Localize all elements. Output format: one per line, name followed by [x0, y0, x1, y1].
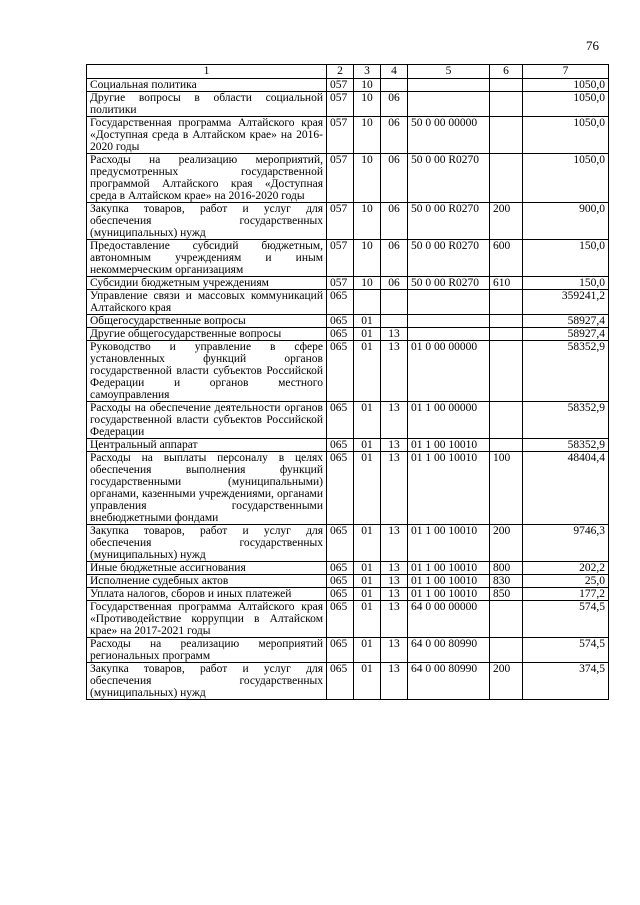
table-body — [87, 79, 609, 700]
target-item-code-cell — [408, 92, 490, 117]
table-row — [87, 92, 609, 117]
subsection-code-cell: 13 — [381, 562, 408, 575]
subsection-code-cell: 13 — [381, 525, 408, 562]
ministry-code-cell: 057 — [327, 117, 354, 154]
header-row — [87, 65, 609, 79]
expense-type-cell: 800 — [490, 562, 523, 575]
target-item-code-cell: 50 0 00 R0270 — [408, 154, 490, 203]
expense-type-cell: 100 — [490, 452, 523, 525]
amount-cell: 25,0 — [523, 575, 609, 588]
subsection-code-cell — [381, 290, 408, 315]
ministry-code-cell: 065 — [327, 575, 354, 588]
section-code-cell: 01 — [354, 562, 381, 575]
subsection-code-cell: 06 — [381, 154, 408, 203]
expense-type-cell — [490, 315, 523, 328]
item-name-cell: Расходы на обеспечение деятельности органов государственной власти субъектов Российской Федерации — [87, 402, 327, 439]
table-row — [87, 328, 609, 341]
ministry-code-cell: 057 — [327, 92, 354, 117]
target-item-code-cell: 64 0 00 80990 — [408, 638, 490, 663]
expense-type-cell — [490, 328, 523, 341]
expense-type-cell — [490, 439, 523, 452]
section-code-cell: 01 — [354, 575, 381, 588]
target-item-code-cell: 01 1 00 10010 — [408, 452, 490, 525]
table-row — [87, 588, 609, 601]
ministry-code-cell: 065 — [327, 638, 354, 663]
table-row — [87, 79, 609, 92]
table-row — [87, 290, 609, 315]
section-code-cell: 01 — [354, 439, 381, 452]
table-row — [87, 575, 609, 588]
subsection-code-cell: 06 — [381, 92, 408, 117]
item-name-cell: Общегосударственные вопросы — [87, 315, 327, 328]
ministry-code-cell: 065 — [327, 601, 354, 638]
target-item-code-cell: 50 0 00 R0270 — [408, 203, 490, 240]
section-code-cell: 01 — [354, 402, 381, 439]
amount-cell: 9746,3 — [523, 525, 609, 562]
subsection-code-cell: 13 — [381, 588, 408, 601]
item-name-cell: Управление связи и массовых коммуникаций Алтайского края — [87, 290, 327, 315]
amount-cell: 359241,2 — [523, 290, 609, 315]
ministry-code-cell: 065 — [327, 452, 354, 525]
item-name-cell: Государственная программа Алтайского края «Противодействие коррупции в Алтайском крае» на 2017-2021 годы — [87, 601, 327, 638]
expense-type-cell: 600 — [490, 240, 523, 277]
table-row — [87, 315, 609, 328]
ministry-code-cell: 057 — [327, 277, 354, 290]
section-code-cell: 10 — [354, 203, 381, 240]
ministry-code-cell: 057 — [327, 203, 354, 240]
section-code-cell: 10 — [354, 117, 381, 154]
amount-cell: 58352,9 — [523, 439, 609, 452]
column-header: 3 — [354, 65, 381, 79]
subsection-code-cell: 13 — [381, 601, 408, 638]
budget-table — [86, 64, 609, 700]
item-name-cell: Иные бюджетные ассигнования — [87, 562, 327, 575]
expense-type-cell: 200 — [490, 663, 523, 700]
subsection-code-cell: 13 — [381, 439, 408, 452]
table-row — [87, 452, 609, 525]
expense-type-cell — [490, 638, 523, 663]
target-item-code-cell: 01 1 00 10010 — [408, 588, 490, 601]
section-code-cell: 10 — [354, 240, 381, 277]
section-code-cell: 01 — [354, 663, 381, 700]
expense-type-cell: 850 — [490, 588, 523, 601]
subsection-code-cell: 06 — [381, 240, 408, 277]
amount-cell: 58927,4 — [523, 315, 609, 328]
ministry-code-cell: 065 — [327, 588, 354, 601]
section-code-cell: 10 — [354, 154, 381, 203]
amount-cell: 177,2 — [523, 588, 609, 601]
target-item-code-cell: 50 0 00 R0270 — [408, 277, 490, 290]
table-row — [87, 240, 609, 277]
amount-cell: 58352,9 — [523, 341, 609, 402]
expense-type-cell — [490, 92, 523, 117]
expense-type-cell: 200 — [490, 203, 523, 240]
target-item-code-cell: 01 0 00 00000 — [408, 341, 490, 402]
expense-type-cell — [490, 402, 523, 439]
item-name-cell: Социальная политика — [87, 79, 327, 92]
table-row — [87, 638, 609, 663]
subsection-code-cell: 13 — [381, 638, 408, 663]
column-header: 5 — [408, 65, 490, 79]
ministry-code-cell: 057 — [327, 240, 354, 277]
target-item-code-cell: 64 0 00 00000 — [408, 601, 490, 638]
section-code-cell: 10 — [354, 92, 381, 117]
item-name-cell: Центральный аппарат — [87, 439, 327, 452]
subsection-code-cell: 06 — [381, 203, 408, 240]
subsection-code-cell: 13 — [381, 341, 408, 402]
table-row — [87, 525, 609, 562]
table-row — [87, 341, 609, 402]
item-name-cell: Руководство и управление в сфере установленных функций органов государственной власти субъектов Российской Федерации и органов местного самоуправления — [87, 341, 327, 402]
table-row — [87, 154, 609, 203]
subsection-code-cell: 13 — [381, 328, 408, 341]
section-code-cell: 01 — [354, 341, 381, 402]
amount-cell: 58352,9 — [523, 402, 609, 439]
target-item-code-cell: 50 0 00 00000 — [408, 117, 490, 154]
section-code-cell: 01 — [354, 328, 381, 341]
item-name-cell: Расходы на реализацию мероприятий, предусмотренных государственной программой Алтайского края «Доступная среда в Алтайском крае» на 2016-2020 годы — [87, 154, 327, 203]
target-item-code-cell: 01 1 00 10010 — [408, 575, 490, 588]
target-item-code-cell — [408, 290, 490, 315]
item-name-cell: Другие вопросы в области социальной политики — [87, 92, 327, 117]
subsection-code-cell: 06 — [381, 277, 408, 290]
table-row — [87, 277, 609, 290]
ministry-code-cell: 065 — [327, 328, 354, 341]
table-row — [87, 562, 609, 575]
amount-cell: 1050,0 — [523, 154, 609, 203]
amount-cell: 150,0 — [523, 240, 609, 277]
item-name-cell: Закупка товаров, работ и услуг для обеспечения государственных (муниципальных) нужд — [87, 203, 327, 240]
item-name-cell: Закупка товаров, работ и услуг для обеспечения государственных (муниципальных) нужд — [87, 663, 327, 700]
ministry-code-cell: 057 — [327, 79, 354, 92]
ministry-code-cell: 065 — [327, 439, 354, 452]
target-item-code-cell: 01 1 00 00000 — [408, 402, 490, 439]
expense-type-cell — [490, 154, 523, 203]
column-header: 7 — [523, 65, 609, 79]
ministry-code-cell: 065 — [327, 562, 354, 575]
section-code-cell: 01 — [354, 638, 381, 663]
subsection-code-cell: 06 — [381, 117, 408, 154]
page-number: 76 — [586, 38, 599, 53]
ministry-code-cell: 065 — [327, 402, 354, 439]
amount-cell: 1050,0 — [523, 79, 609, 92]
amount-cell: 574,5 — [523, 601, 609, 638]
item-name-cell: Закупка товаров, работ и услуг для обеспечения государственных (муниципальных) нужд — [87, 525, 327, 562]
target-item-code-cell — [408, 328, 490, 341]
column-header: 6 — [490, 65, 523, 79]
target-item-code-cell: 01 1 00 10010 — [408, 525, 490, 562]
ministry-code-cell: 065 — [327, 525, 354, 562]
subsection-code-cell: 13 — [381, 575, 408, 588]
table-row — [87, 402, 609, 439]
table-row — [87, 439, 609, 452]
section-code-cell: 10 — [354, 79, 381, 92]
subsection-code-cell: 13 — [381, 402, 408, 439]
amount-cell: 58927,4 — [523, 328, 609, 341]
expense-type-cell — [490, 341, 523, 402]
ministry-code-cell: 065 — [327, 290, 354, 315]
ministry-code-cell: 065 — [327, 663, 354, 700]
subsection-code-cell: 13 — [381, 663, 408, 700]
ministry-code-cell: 065 — [327, 315, 354, 328]
amount-cell: 1050,0 — [523, 92, 609, 117]
amount-cell: 900,0 — [523, 203, 609, 240]
amount-cell: 202,2 — [523, 562, 609, 575]
target-item-code-cell: 01 1 00 10010 — [408, 439, 490, 452]
ministry-code-cell: 057 — [327, 154, 354, 203]
expense-type-cell: 610 — [490, 277, 523, 290]
target-item-code-cell: 50 0 00 R0270 — [408, 240, 490, 277]
table-row — [87, 601, 609, 638]
expense-type-cell — [490, 117, 523, 154]
section-code-cell: 01 — [354, 525, 381, 562]
target-item-code-cell — [408, 79, 490, 92]
expense-type-cell — [490, 290, 523, 315]
table-row — [87, 117, 609, 154]
subsection-code-cell — [381, 315, 408, 328]
table-row — [87, 203, 609, 240]
target-item-code-cell: 64 0 00 80990 — [408, 663, 490, 700]
item-name-cell: Другие общегосударственные вопросы — [87, 328, 327, 341]
column-header: 4 — [381, 65, 408, 79]
section-code-cell: 01 — [354, 452, 381, 525]
expense-type-cell: 830 — [490, 575, 523, 588]
section-code-cell: 01 — [354, 601, 381, 638]
section-code-cell: 10 — [354, 277, 381, 290]
table-row — [87, 663, 609, 700]
item-name-cell: Государственная программа Алтайского края «Доступная среда в Алтайском крае» на 2016-2020 годы — [87, 117, 327, 154]
column-header: 2 — [327, 65, 354, 79]
expense-type-cell: 200 — [490, 525, 523, 562]
expense-type-cell — [490, 79, 523, 92]
subsection-code-cell: 13 — [381, 452, 408, 525]
expense-type-cell — [490, 601, 523, 638]
section-code-cell — [354, 290, 381, 315]
item-name-cell: Исполнение судебных актов — [87, 575, 327, 588]
subsection-code-cell — [381, 79, 408, 92]
amount-cell: 374,5 — [523, 663, 609, 700]
item-name-cell: Субсидии бюджетным учреждениям — [87, 277, 327, 290]
item-name-cell: Уплата налогов, сборов и иных платежей — [87, 588, 327, 601]
item-name-cell: Расходы на реализацию мероприятий региональных программ — [87, 638, 327, 663]
amount-cell: 150,0 — [523, 277, 609, 290]
amount-cell: 574,5 — [523, 638, 609, 663]
amount-cell: 1050,0 — [523, 117, 609, 154]
target-item-code-cell: 01 1 00 10010 — [408, 562, 490, 575]
section-code-cell: 01 — [354, 588, 381, 601]
section-code-cell: 01 — [354, 315, 381, 328]
ministry-code-cell: 065 — [327, 341, 354, 402]
item-name-cell: Расходы на выплаты персоналу в целях обеспечения выполнения функций государственными (муниципальными) органами, казенными учреждениями, органами управления государственными внебюджетными фондами — [87, 452, 327, 525]
target-item-code-cell — [408, 315, 490, 328]
item-name-cell: Предоставление субсидий бюджетным, автономным учреждениям и иным некоммерческим организациям — [87, 240, 327, 277]
amount-cell: 48404,4 — [523, 452, 609, 525]
column-header: 1 — [87, 65, 327, 79]
